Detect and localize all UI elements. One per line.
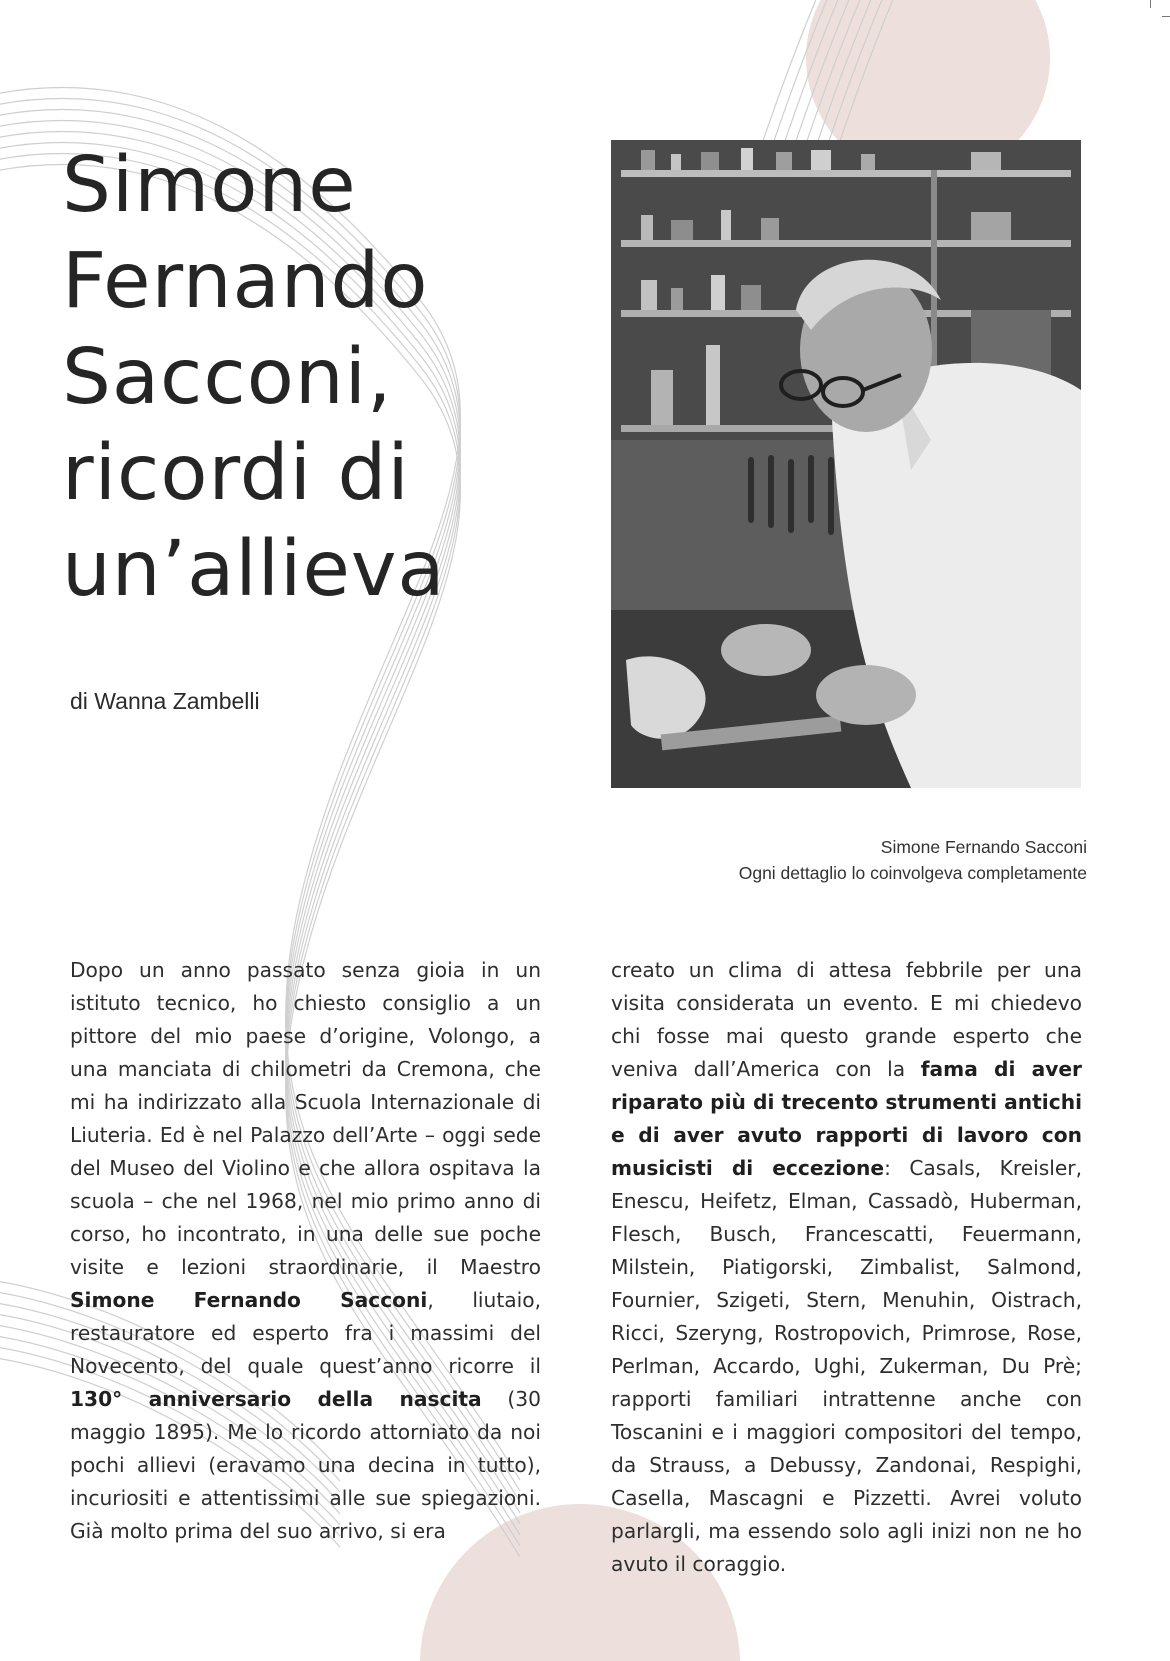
hand-right: [816, 665, 916, 725]
portrait-photo: [611, 140, 1081, 788]
body-text: (30 maggio 1895). Me lo ricordo attorniato da noi pochi allievi (eravamo una decina in tutto), incuriositi e attentissimi alle sue spiegazioni. Già molto prima del suo arrivo, si era: [70, 1387, 541, 1543]
caption-description: Ogni dettaglio lo coinvolgeva completamente: [738, 863, 1087, 883]
title-line: un’allieva: [62, 525, 446, 614]
crop-mark-right: [1162, 16, 1170, 17]
body-bold-text: 130° anniversario della nascita: [70, 1387, 482, 1411]
hand-left: [721, 624, 811, 676]
body-text: : Casals, Kreisler, Enescu, Heifetz, Elman, Cassadò, Huberman, Flesch, Busch, Francescatti, Feuermann, Milstein, Piatigorski, Zimbalist, Salmond, Fournier, Szigeti, Stern, Menuhin, Oistrach, Ricci, Szeryng, Rostropovich, Primrose, Rose, Perlman, Accardo, Ughi, Zukerman, Du Prè; rapporti familiari intrattenne anche con Toscanini e i maggiori compositori del tempo, da Strauss, a Debussy, Zandonai, Respighi, Casella, Mascagni e Pizzetti. Avrei voluto parlargli, ma essendo solo agli inizi non ne ho avuto il coraggio.: [611, 1156, 1082, 1576]
caption-title: Simone Fernando Sacconi: [880, 837, 1087, 857]
body-text: creato un clima di attesa febbrile per una visita considerata un evento. E mi chiedevo chi fosse mai questo grande esperto che veniva dall’America con la: [611, 958, 1082, 1081]
title-line: Sacconi,: [62, 333, 393, 422]
body-text: , liutaio, restauratore ed esperto fra i massimi del Novecento, del quale quest’anno ricorre il: [70, 1288, 541, 1378]
body-bold-text: Simone Fernando Sacconi: [70, 1288, 428, 1312]
photo-caption: [739, 834, 1087, 886]
article-title: [62, 138, 582, 618]
title-line: ricordi di: [62, 429, 410, 518]
title-line: Fernando: [62, 237, 429, 326]
body-bold-text: fama di aver riparato più di trecento strumenti antichi e di aver avuto rapporti di lavoro con musicisti di eccezione: [611, 1057, 1083, 1180]
crop-mark-top: [1150, 0, 1151, 8]
body-text: Dopo un anno passato senza gioia in un istituto tecnico, ho chiesto consiglio a un pittore del mio paese d’origine, Volongo, a una manciata di chilometri da Cremona, che mi ha indirizzato alla Scuola Internazionale di Liuteria. Ed è nel Palazzo dell’Arte – oggi sede del Museo del Violino e che allora ospitava la scuola – che nel 1968, nel mio primo anno di corso, ho incontrato, in una delle sue poche visite e lezioni straordinarie, il Maestro: [70, 958, 541, 1279]
title-line: Simone: [62, 141, 357, 230]
body-column-right: [611, 954, 1082, 1581]
author-byline: di Wanna Zambelli: [70, 688, 260, 714]
body-column-left: [70, 954, 541, 1548]
